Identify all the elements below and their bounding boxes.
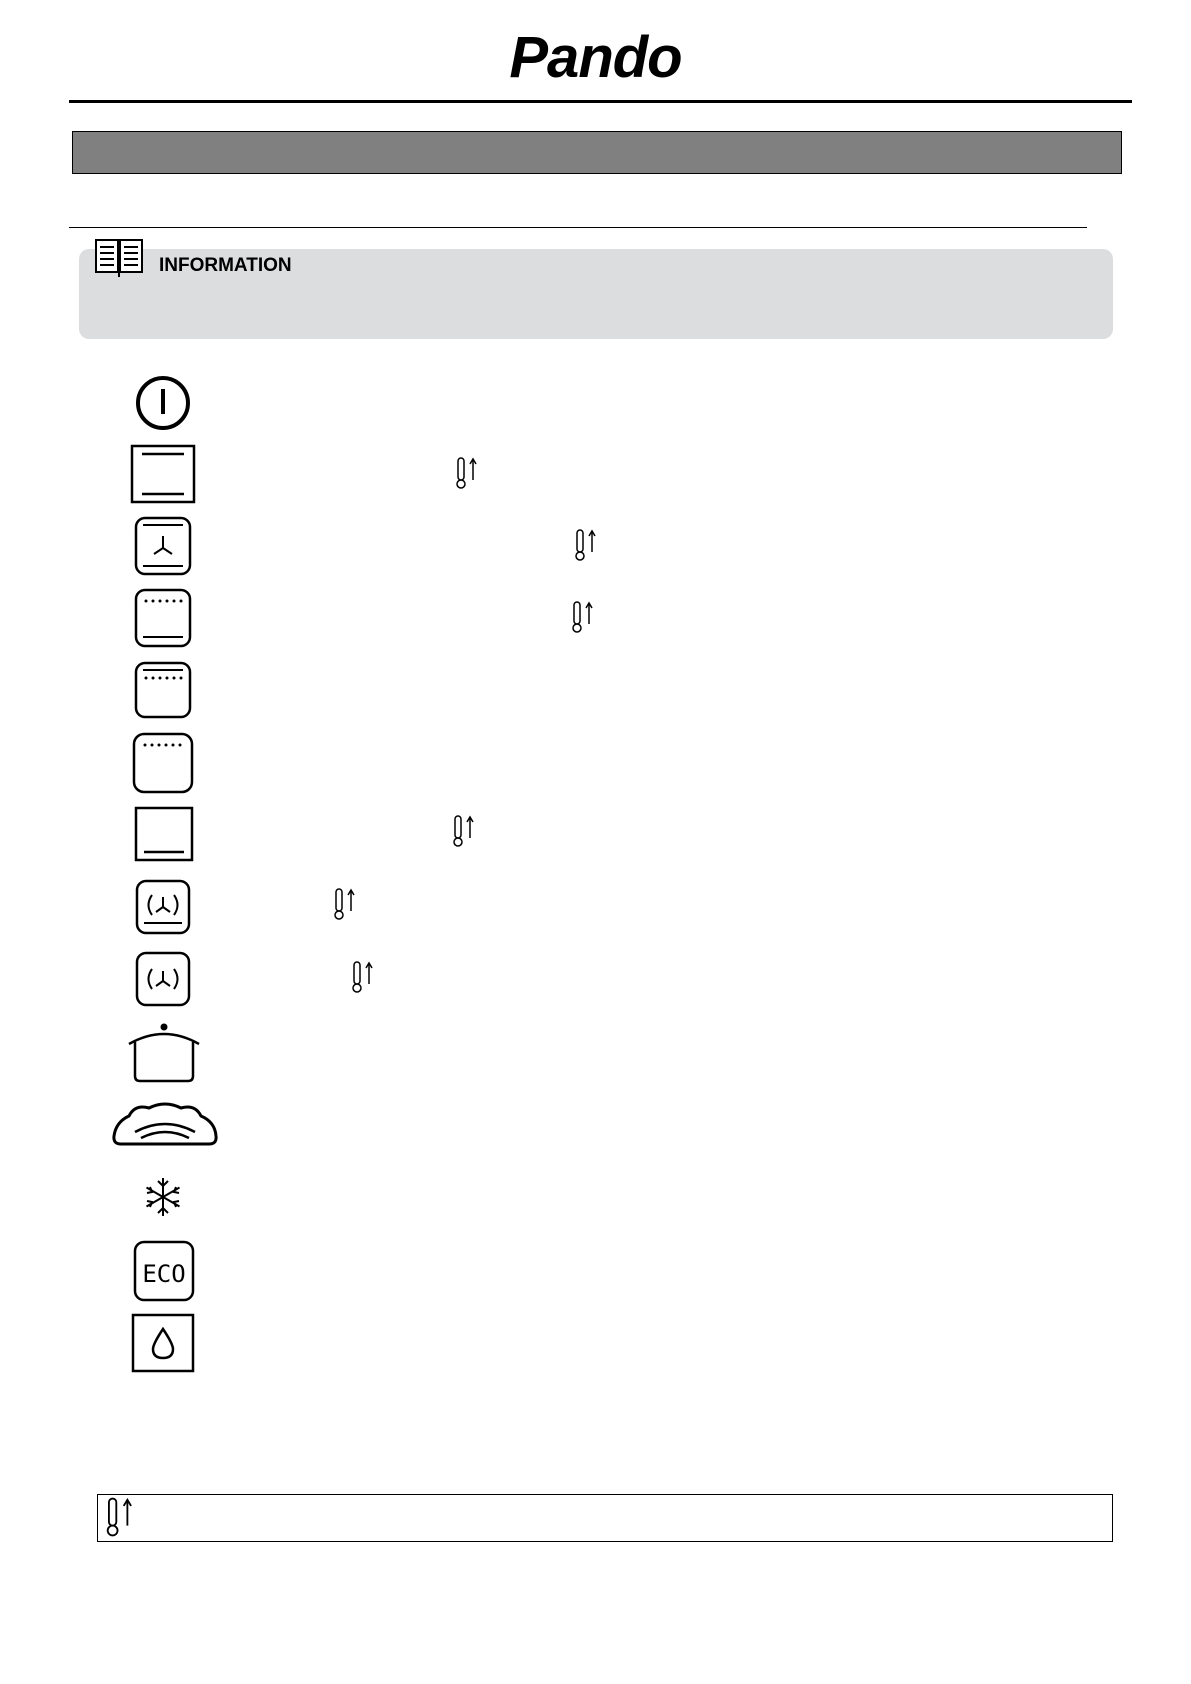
- bottom-heat-icon: [134, 806, 194, 862]
- open-book-icon: [95, 238, 143, 278]
- eco-label: ECO: [142, 1260, 186, 1288]
- top-bottom-heat-icon: [130, 444, 196, 504]
- thermometer-up-icon: [332, 887, 358, 921]
- temperature-legend-box: [97, 1494, 1113, 1542]
- thermometer-up-icon: [451, 814, 477, 848]
- grill-icon: [132, 732, 194, 794]
- fan-top-bottom-heat-icon: [134, 516, 192, 576]
- water-drop-icon: [131, 1313, 195, 1373]
- header-divider: [69, 100, 1132, 103]
- ring-fan-bottom-heat-icon: [135, 879, 191, 935]
- eco-icon: [133, 1240, 195, 1302]
- brand-logo: Pando: [509, 25, 682, 90]
- thermometer-up-icon: [350, 960, 376, 994]
- pot-icon: [125, 1022, 203, 1084]
- thermometer-up-icon: [454, 456, 480, 490]
- thermometer-up-icon: [570, 600, 596, 634]
- subsection-divider: [69, 227, 1087, 228]
- thermometer-up-icon: [573, 528, 599, 562]
- thermometer-up-icon: [104, 1496, 136, 1538]
- grill-bottom-heat-icon: [134, 588, 192, 648]
- grill-top-heat-icon: [134, 661, 192, 719]
- information-title: INFORMATION: [159, 255, 292, 276]
- power-icon: [134, 374, 192, 432]
- bread-proofing-icon: [111, 1100, 219, 1150]
- snowflake-icon: [142, 1176, 184, 1218]
- section-title-bar: [72, 131, 1122, 174]
- ring-fan-icon: [135, 951, 191, 1007]
